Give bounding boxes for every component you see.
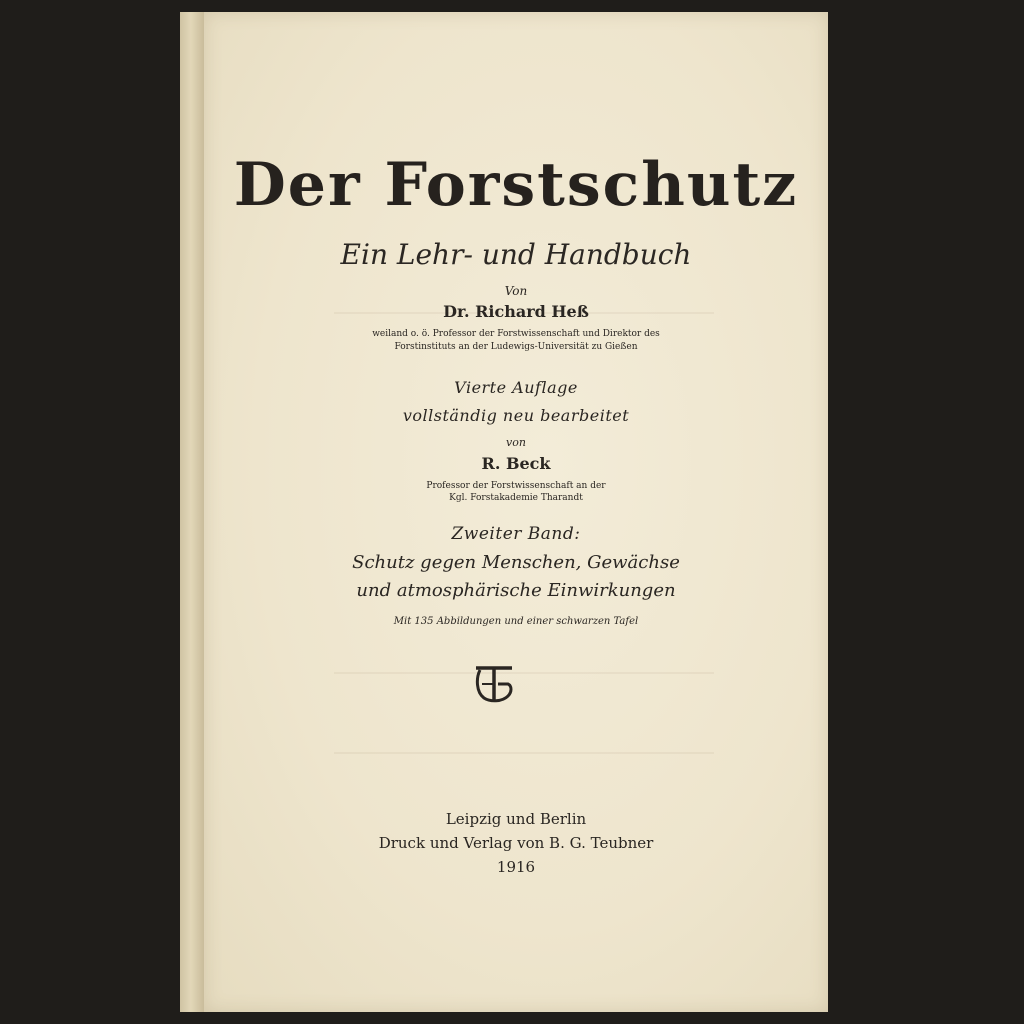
volume-title-line-2: und atmosphärische Einwirkungen (356, 580, 676, 601)
volume-title-line-1: Schutz gegen Menschen, Gewächse (352, 552, 680, 573)
editor-name: R. Beck (481, 454, 551, 473)
author-name: Dr. Richard Heß (443, 302, 589, 321)
edition: Vierte Auflage (454, 378, 578, 397)
by-label: Von (504, 284, 528, 298)
title-page (204, 12, 828, 1012)
volume-label: Zweiter Band: (451, 524, 581, 544)
book-title: Der Forstschutz (233, 150, 799, 220)
publication-year: 1916 (496, 858, 536, 876)
illustrations-note: Mit 135 Abbildungen und einer schwarzen Tafel (393, 616, 639, 627)
publication-place: Leipzig und Berlin (445, 810, 587, 828)
book-subtitle: Ein Lehr- und Handbuch (340, 238, 692, 271)
revision-note: vollständig neu bearbeitet (402, 406, 630, 425)
publisher-monogram-icon (472, 664, 516, 704)
author-description: weiland o. ö. Professor der Forstwissenschaft und Direktor des Forstinstituts an der Ludewigs-Universität zu Gießen (372, 329, 660, 352)
editor-description: Professor der Forstwissenschaft an der Kgl. Forstakademie Tharandt (426, 481, 606, 503)
show-through (334, 752, 714, 754)
by-label-editor: von (506, 436, 526, 449)
publisher: Druck und Verlag von B. G. Teubner (378, 834, 654, 852)
show-through (334, 672, 714, 674)
book-spine-edge (180, 12, 205, 1012)
